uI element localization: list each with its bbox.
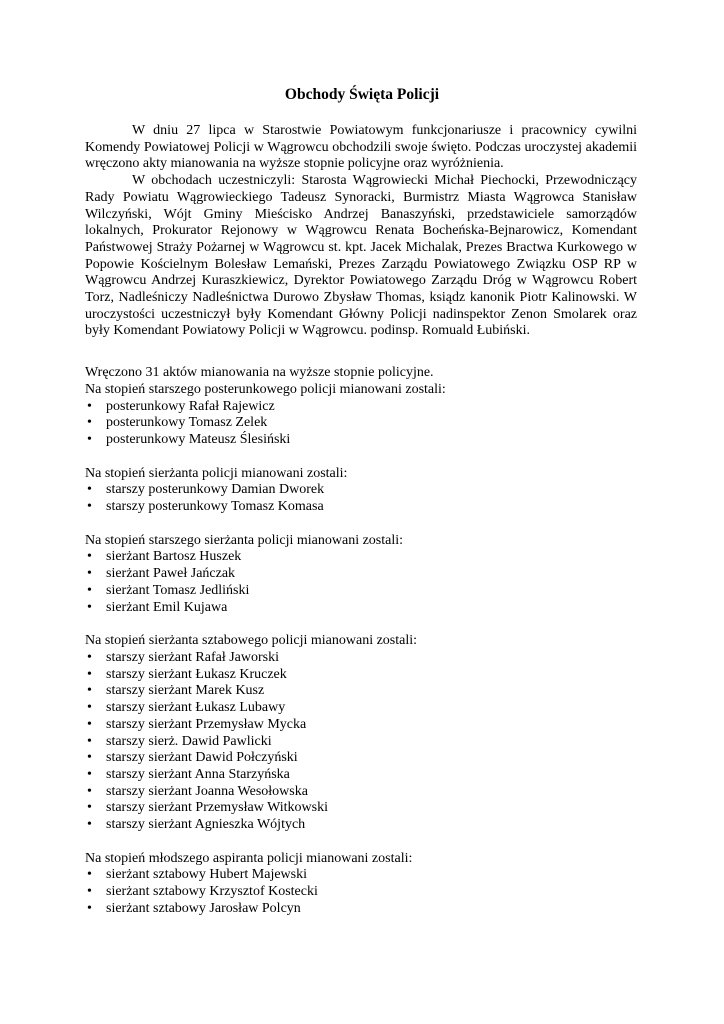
page-title: Obchody Święta Policji xyxy=(284,86,440,103)
list-item: • sierżant sztabowy Jarosław Polcyn xyxy=(85,901,637,918)
document-body xyxy=(85,123,637,935)
list-item: • starszy sierżant Przemysław Mycka xyxy=(85,717,637,734)
section-heading: Wręczono 31 aktów mianowania na wyższe stopnie policyjne. xyxy=(85,365,434,381)
intro-paragraph: W dniu 27 lipca w Starostwie Powiatowym funkcjonariusze i pracownicy cywilni Komendy Powiatowej Policji w Wągrowcu obchodzili swoje święto. Podczas uroczystej akademii wręczono akty mianowania na wyższe stopnie policyjne oraz wyróżnienia. xyxy=(85,123,637,172)
list-item: • sierżant Tomasz Jedliński xyxy=(85,583,637,600)
list-item: • posterunkowy Tomasz Zelek xyxy=(85,415,637,432)
list-item: • sierżant Emil Kujawa xyxy=(85,600,637,617)
section-heading: Na stopień starszego sierżanta policji mianowani zostali: xyxy=(85,532,404,548)
list-item: • starszy sierż. Dawid Pawlicki xyxy=(85,734,637,751)
list-item: • sierżant Bartosz Huszek xyxy=(85,549,637,566)
promotion-section xyxy=(85,533,637,617)
list-item: • starszy sierżant Dawid Połczyński xyxy=(85,750,637,767)
attendees-paragraph: W obchodach uczestniczyli: Starosta Wągrowiecki Michał Piechocki, Przewodniczący Rady Powiatu Wągrowieckiego Tadeusz Synoracki, Burmistrz Miasta Wągrowca Stanisław Wilczyński, Wójt Gminy Mieścisko Andrzej Banaszyński, przedstawiciele samorządów lokalnych, Prokurator Rejonowy w Wągrowcu Renata Bocheńska-Bejnarowicz, Komendant Państwowej Straży Pożarnej w Wągrowcu st. kpt. Jacek Michalak, Prezes Bractwa Kurkowego w Popowie Kościelnym Bolesław Lemański, Prezes Zarządu Powiatowego Związku OSP RP w Wągrowcu Andrzej Kuraszkiewicz, Dyrektor Powiatowego Zarządu Dróg w Wągrowcu Robert Torz, Nadleśniczy Nadleśnictwa Durowo Zbysław Thomas, ksiądz kanonik Piotr Kalinowski. W uroczystości uczestniczył były Komendant Główny Policji nadinspektor Zenon Smolarek oraz były Komendant Powiatowy Policji w Wągrowcu. podinsp. Romuald Łubiński. xyxy=(85,173,637,339)
promotion-section xyxy=(85,851,637,918)
list-item: • starszy sierżant Anna Starzyńska xyxy=(85,767,637,784)
list-item: • starszy posterunkowy Tomasz Komasa xyxy=(85,499,637,516)
list-item: • starszy sierżant Rafał Jaworski xyxy=(85,650,637,667)
promotion-list xyxy=(85,399,637,449)
list-item: • starszy sierżant Przemysław Witkowski xyxy=(85,800,637,817)
promotion-list xyxy=(85,549,637,616)
list-item: • sierżant sztabowy Hubert Majewski xyxy=(85,867,637,884)
list-item: • starszy posterunkowy Damian Dworek xyxy=(85,482,637,499)
list-item: • starszy sierżant Łukasz Lubawy xyxy=(85,700,637,717)
list-item: • sierżant sztabowy Krzysztof Kostecki xyxy=(85,884,637,901)
section-heading: Na stopień młodszego aspiranta policji mianowani zostali: xyxy=(85,850,413,866)
list-item: • starszy sierżant Łukasz Kruczek xyxy=(85,667,637,684)
promotion-section xyxy=(85,466,637,516)
promotion-section xyxy=(85,633,637,833)
list-item: • starszy sierżant Agnieszka Wójtych xyxy=(85,817,637,834)
promotion-list xyxy=(85,482,637,515)
promotion-list xyxy=(85,867,637,917)
section-heading: Na stopień sierżanta sztabowego policji mianowani zostali: xyxy=(85,633,418,649)
list-item: • posterunkowy Rafał Rajewicz xyxy=(85,399,637,416)
list-item: • starszy sierżant Joanna Wesołowska xyxy=(85,784,637,801)
promotion-list xyxy=(85,650,637,834)
list-item: • sierżant Paweł Jańczak xyxy=(85,566,637,583)
list-item: • posterunkowy Mateusz Ślesiński xyxy=(85,432,637,449)
promotion-lists xyxy=(85,365,637,917)
section-heading: Na stopień starszego posterunkowego policji mianowani zostali: xyxy=(85,381,446,397)
list-item: • starszy sierżant Marek Kusz xyxy=(85,683,637,700)
promotion-section xyxy=(85,365,637,449)
section-heading: Na stopień sierżanta policji mianowani zostali: xyxy=(85,465,348,481)
